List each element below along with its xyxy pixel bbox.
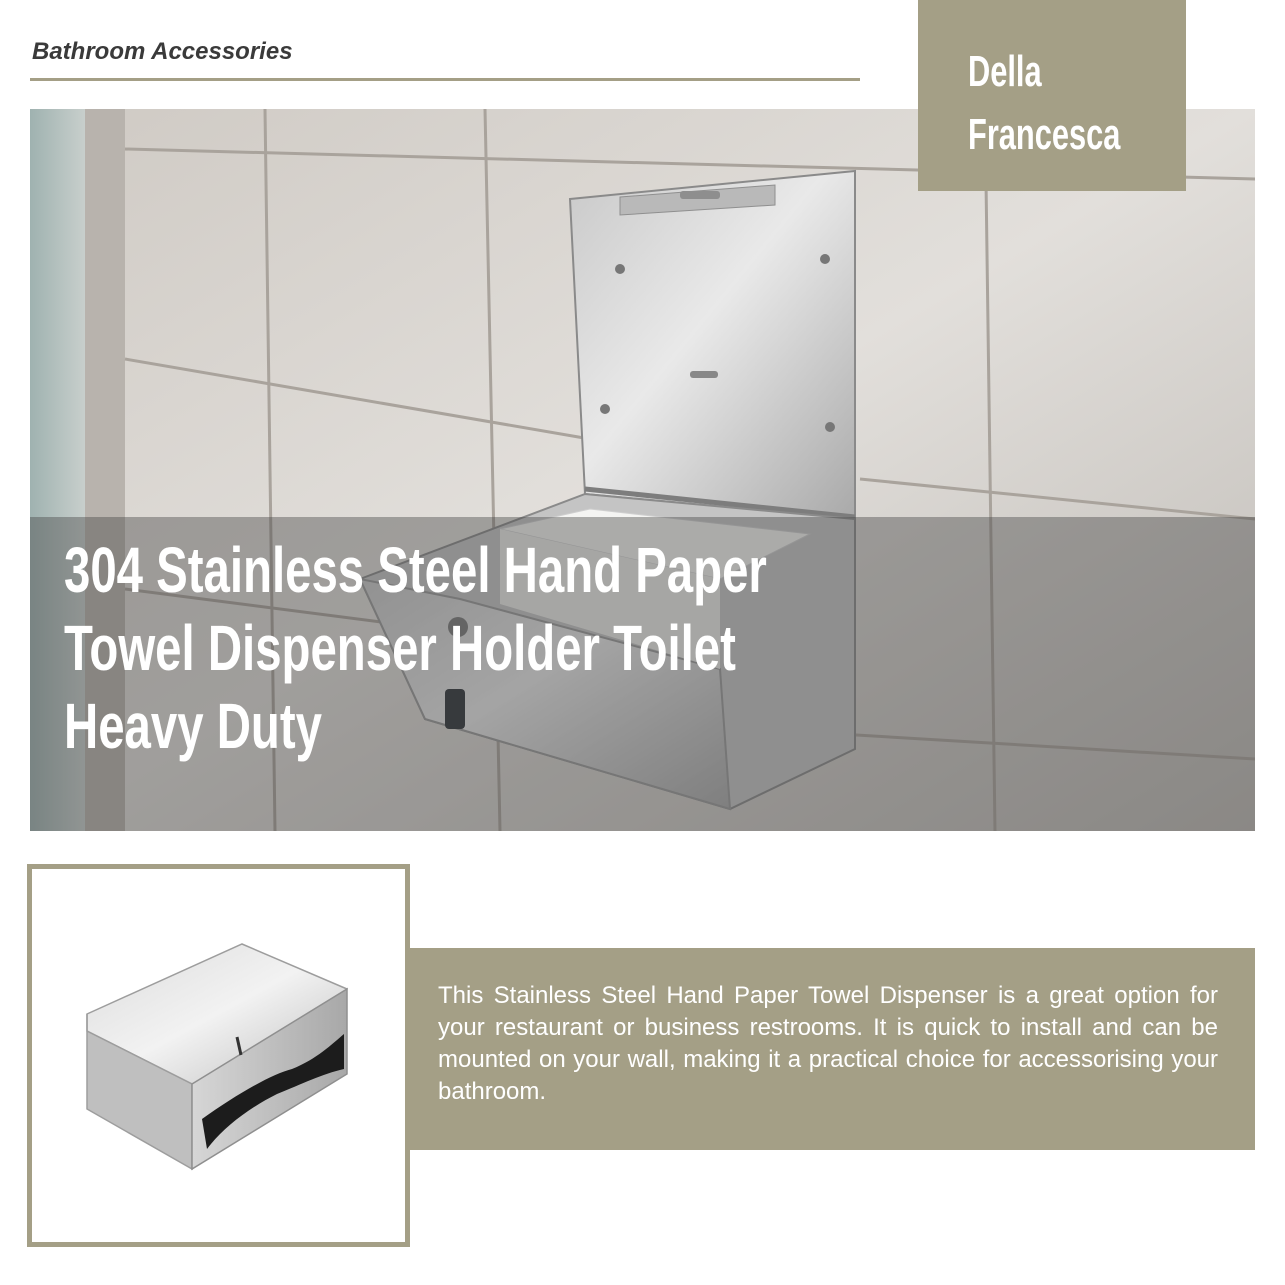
hero-title xyxy=(64,531,952,765)
product-description: This Stainless Steel Hand Paper Towel Dispenser is a great option for your restaurant or business restrooms. It is quick to install and can be mounted on your wall, making it a practical choice for accessorising your bathroom. xyxy=(438,982,1218,1105)
hero-title-line-1: 304 Stainless Steel Hand Paper xyxy=(64,534,767,606)
brand-name-line-1: Della xyxy=(968,47,1042,96)
category-label: Bathroom Accessories xyxy=(32,38,293,65)
product-thumbnail xyxy=(27,864,410,1247)
hero-title-line-3: Heavy Duty xyxy=(64,690,322,762)
brand-name-line-2: Francesca xyxy=(968,110,1121,159)
brand-badge xyxy=(918,0,1186,191)
hero-title-line-2: Towel Dispenser Holder Toilet xyxy=(64,612,736,684)
category-divider xyxy=(30,78,860,81)
brand-name xyxy=(968,40,1150,166)
hero-image xyxy=(30,109,1255,831)
description-panel xyxy=(410,948,1255,1150)
dispenser-product-image xyxy=(32,869,405,1242)
